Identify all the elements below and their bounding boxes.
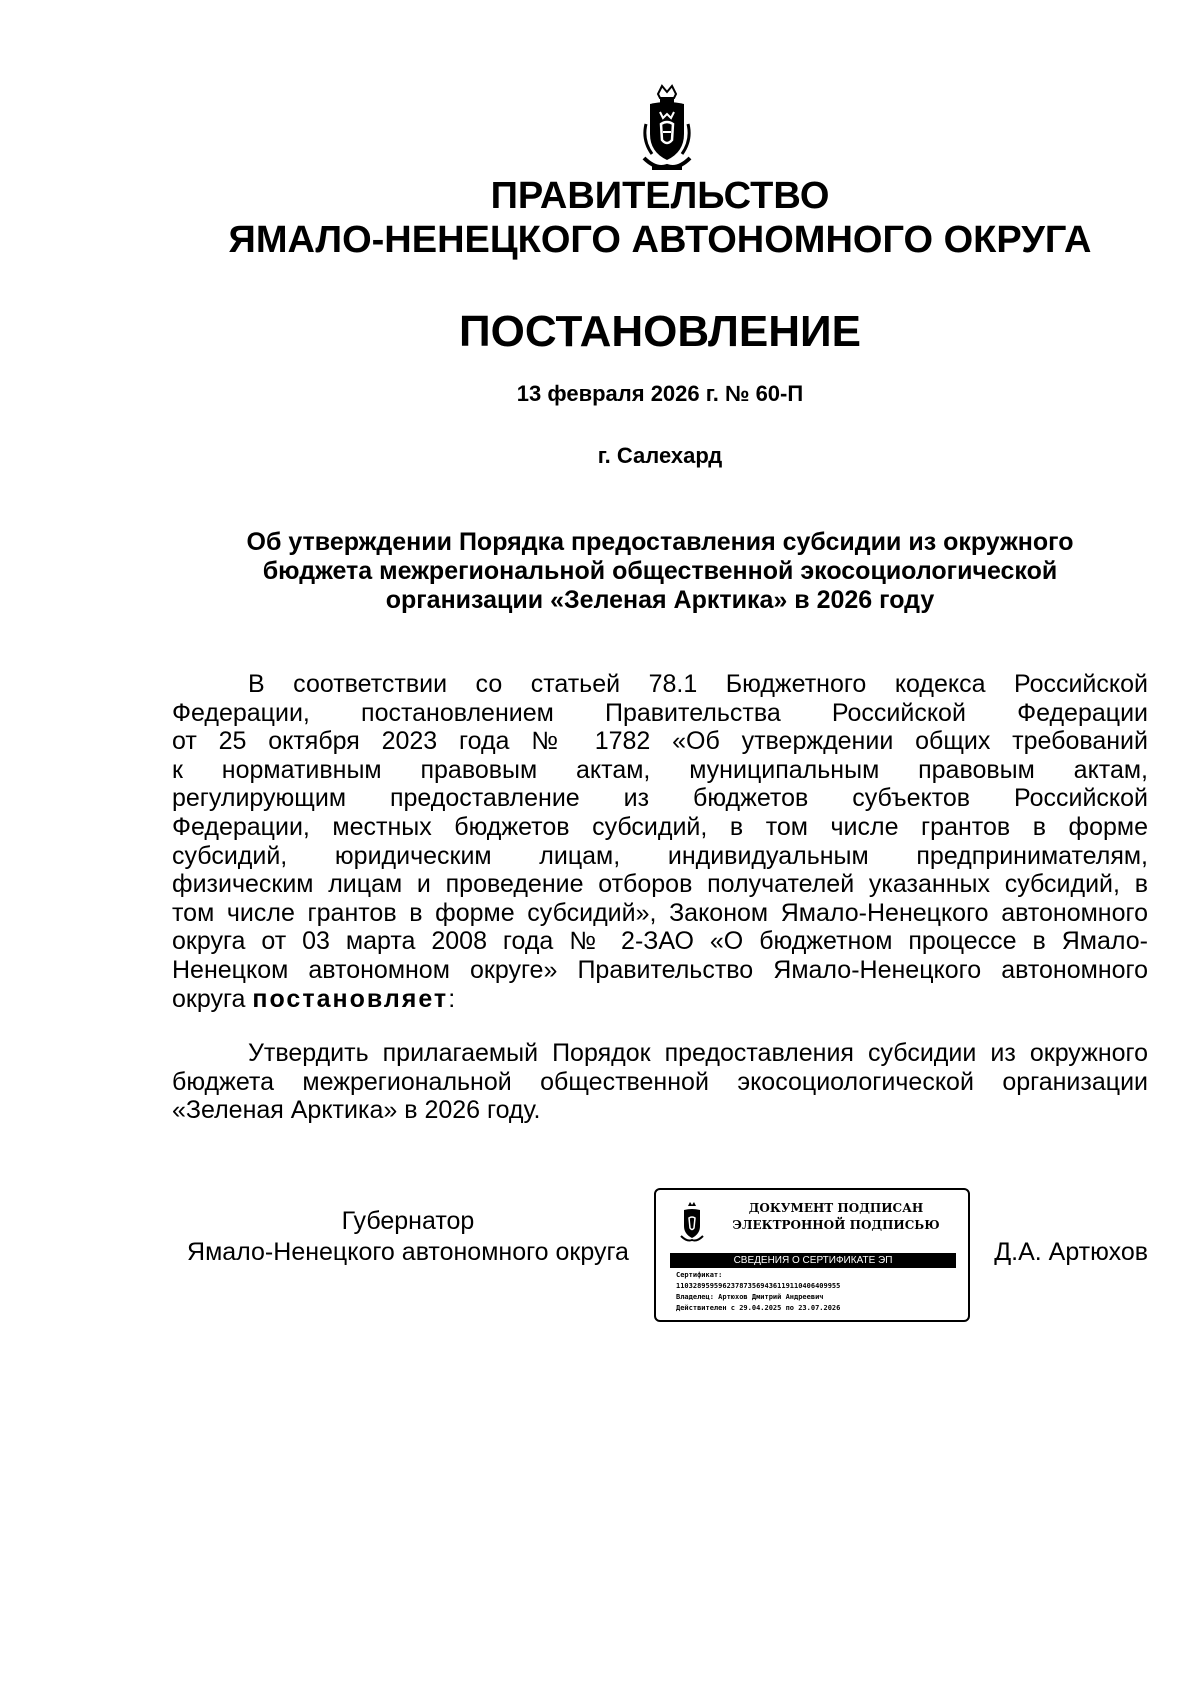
- document-title-line: Об утверждении Порядка предоставления субсидии из окружного: [246, 528, 1074, 556]
- last-line-suffix: :: [448, 984, 456, 1013]
- preamble-paragraph: [172, 670, 1148, 1013]
- document-type: ПОСТАНОВЛЕНИЕ: [458, 307, 862, 356]
- paragraph-line: Ненецком автономном округе» Правительство Ямало-Ненецкого автономного: [172, 955, 1148, 984]
- coat-of-arms-icon: [678, 1202, 706, 1244]
- document-title-line: организации «Зеленая Арктика» в 2026 году: [385, 586, 935, 614]
- e-signature-stamp: [654, 1188, 970, 1322]
- stamp-heading-line-2: ЭЛЕКТРОННОЙ ПОДПИСЬЮ: [732, 1218, 940, 1232]
- paragraph-line: Федерации, местных бюджетов субсидий, в том числе грантов в форме: [172, 812, 1148, 841]
- organization-name-line-2: ЯМАЛО-НЕНЕЦКОГО АВТОНОМНОГО ОКРУГА: [228, 219, 1092, 261]
- document-title-line: бюджета межрегиональной общественной экосоциологической: [262, 557, 1058, 585]
- signatory-name: Д.А. Артюхов: [994, 1238, 1148, 1266]
- paragraph-line: В соответствии со статьей 78.1 Бюджетного кодекса Российской: [248, 670, 1148, 698]
- document-city: г. Салехард: [597, 443, 723, 468]
- paragraph-line: к нормативным правовым актам, муниципальным правовым актам,: [172, 755, 1148, 784]
- paragraph-last-line: [172, 985, 1148, 1014]
- paragraph-line: регулирующим предоставление из бюджетов субъектов Российской: [172, 784, 1148, 813]
- certificate-label: Сертификат:: [676, 1271, 723, 1279]
- certificate-owner: Владелец: Артюхов Дмитрий Андреевич: [676, 1293, 824, 1301]
- paragraph-line: субсидий, юридическим лицам, индивидуальным предпринимателям,: [172, 841, 1148, 870]
- paragraph-line: округа от 03 марта 2008 года № 2-ЗАО «О бюджетном процессе в Ямало-: [172, 927, 1148, 956]
- certificate-info-bar: СВЕДЕНИЯ О СЕРТИФИКАТЕ ЭП: [670, 1253, 956, 1268]
- stamp-heading-line-1: ДОКУМЕНТ ПОДПИСАН: [748, 1201, 924, 1215]
- paragraph-line: Федерации, постановлением Правительства Российской Федерации: [172, 698, 1148, 727]
- paragraph-line: том числе грантов в форме субсидий», Законом Ямало-Ненецкого автономного: [172, 898, 1148, 927]
- last-line-prefix: округа: [172, 984, 253, 1013]
- organization-name-line-1: ПРАВИТЕЛЬСТВО: [490, 175, 830, 217]
- paragraph-line: от 25 октября 2023 года № 1782 «Об утверждении общих требований: [172, 727, 1148, 756]
- paragraph-line: физическим лицам и проведение отборов получателей указанных субсидий, в: [172, 870, 1148, 899]
- paragraph-line: бюджета межрегиональной общественной экосоциологической организации: [172, 1067, 1148, 1096]
- operative-paragraph: [172, 1039, 1148, 1125]
- paragraph-line: «Зеленая Арктика» в 2026 году.: [172, 1096, 541, 1125]
- document-date-number: 13 февраля 2026 г. № 60-П: [516, 381, 804, 406]
- certificate-serial: 110328959596237873569436119110406409955: [676, 1282, 841, 1290]
- paragraph-line: Утвердить прилагаемый Порядок предоставления субсидии из окружного: [248, 1039, 1148, 1067]
- certificate-validity: Действителен с 29.04.2025 по 23.07.2026: [676, 1304, 841, 1312]
- resolution-keyword: постановляет: [252, 984, 449, 1013]
- certificate-details: [676, 1270, 956, 1314]
- signatory-position-line-2: Ямало-Ненецкого автономного округа: [187, 1238, 629, 1266]
- coat-of-arms-icon: [636, 84, 698, 174]
- signatory-position-line-1: Губернатор: [341, 1207, 475, 1235]
- stamp-heading: [716, 1200, 956, 1234]
